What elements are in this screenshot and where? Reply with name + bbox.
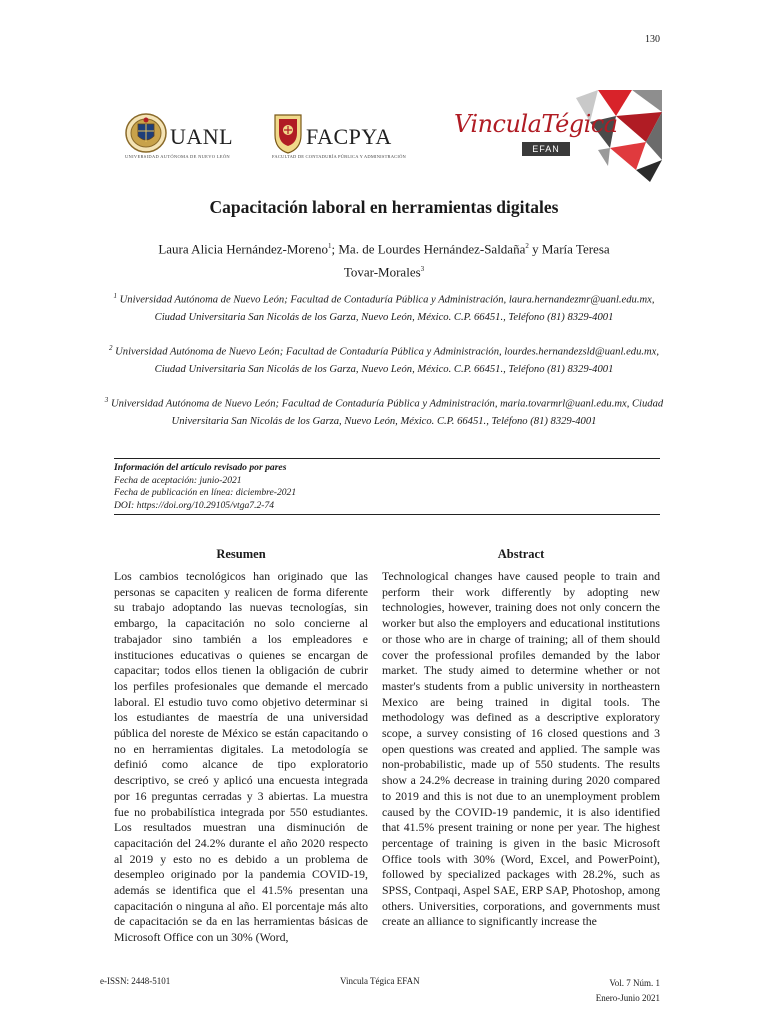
acceptance-date: Fecha de aceptación: junio-2021	[114, 474, 242, 486]
footer-issn: e-ISSN: 2448-5101	[100, 976, 171, 986]
footer-volume-block	[596, 976, 660, 1006]
article-info-heading: Información del artículo revisado por pares	[114, 462, 287, 473]
facpya-crest-icon	[272, 112, 304, 156]
affiliation-3	[100, 392, 668, 431]
abstract-text: Technological changes have caused people to train and perform their work differently by adopting new technologies, however, training does not only concern the worker but also the employers and educational institutions or those who are in charge of training; all of them should cover the professional profiles demanded by the labor market. The study aimed to determine whether or not master's students from a public university in northeastern Mexico are being trained in digital tools. The methodology was defined as a descriptive exploratory scope, a survey consisting of 16 closed questions and 3 open questions was created and applied. The sample was non-probabilistic, made up of 550 students. The results show a 24.2% decrease in training during 2020 compared to 2019 and this is not due to an unemployment problem caused by the COVID-19 pandemic, it is also identified that 41.5% present training or none per year. The highest percentage of training is given in the basic Microsoft Office tools with 30% (Word, Excel, and PowerPoint), followed by specialized packages with 28.2%, such as SPSS, Contpaqi, Aspel SAE, ERP SAP, Photoshop, among others. Universities, corporations, and governments must create an alliance to significantly increase the	[382, 569, 660, 929]
article-info-box	[114, 458, 660, 515]
abstract-heading: Abstract	[497, 547, 545, 561]
facpya-logo-subtitle: FACULTAD DE CONTADURÍA PÚBLICA Y ADMINISTRACIÓN	[272, 154, 406, 159]
uanl-logo	[120, 112, 232, 160]
author-separator: y	[528, 241, 542, 257]
author-1-mark: 1	[328, 242, 332, 250]
footer-volume: Vol. 7 Núm. 1	[609, 978, 660, 988]
footer-period: Enero-Junio 2021	[595, 993, 660, 1003]
vinculategica-logo-sub: EFAN	[522, 142, 570, 156]
affiliation-3-text: Universidad Autónoma de Nuevo León; Facultad de Contaduría Pública y Administración, maria.tovarmrl@uanl.edu.mx, Ciudad Universitaria San Nicolás de los Garza, Nuevo León, México. C.P. 66451., Teléfono (81) 8329-4001	[110, 398, 664, 428]
footer-journal: Vincula Tégica EFAN	[340, 976, 420, 986]
article-title: Capacitación laboral en herramientas digitales	[209, 197, 559, 217]
author-2-mark: 2	[525, 242, 529, 250]
vinculategica-logo-name: VinculaTégica	[454, 110, 618, 138]
page-number: 130	[645, 34, 660, 45]
author-3: María Teresa Tovar-Morales	[343, 241, 610, 280]
affiliation-2-mark: 2	[108, 344, 113, 352]
author-list	[140, 236, 628, 283]
affiliation-3-mark: 3	[104, 396, 109, 404]
resumen-text: Los cambios tecnológicos han originado que las personas se capaciten y realicen de forma diferente su trabajo adoptando las nuevas tecnologías, sin embargo, la capacitación no solo concierne al trabajador sino también a los empleadores e instituciones educativas o quienes se encargan de capacitar; todos ellos tienen la obligación de cubrir los perfiles profesionales que demande el mercado laboral. El estudio tuvo como objetivo determinar si los estudiantes de maestría de una universidad pública del noreste de México se están capacitando o no en herramientas digitales. La metodología se definió como alcance de tipo exploratorio descriptivo, se creó y aplicó una encuesta integrada por 16 preguntas cerradas y 3 abiertas. La muestra fue no probabilística integrada por 550 estudiantes. Los resultados muestran una disminución de capacitación del 24.2% durante el año 2020 respecto al 2019 y esto no es debido a un problema de desempleo originado por la pandemia COVID-19, además se identifica que el 41.5% presentan una capacitación o ninguna al año. El porcentaje más alto de capacitación se da en las herramientas básicas de Microsoft Office con un 30% (Word,	[114, 569, 368, 945]
resumen-heading: Resumen	[216, 547, 266, 561]
facpya-logo-name: FACPYA	[306, 124, 392, 149]
author-separator: ;	[331, 241, 339, 257]
doi-link[interactable]: DOI: https://doi.org/10.29105/vtga7.2-74	[114, 499, 275, 511]
affiliation-2-text: Universidad Autónoma de Nuevo León; Facultad de Contaduría Pública y Administración, lourdes.hernandezsld@uanl.edu.mx, Ciudad Universitaria San Nicolás de los Garza, Nuevo León, México. C.P. 66451., Teléfono (81) 8329-4001	[115, 346, 660, 376]
uanl-logo-subtitle: UNIVERSIDAD AUTÓNOMA DE NUEVO LEÓN	[125, 154, 230, 159]
affiliation-1-mark: 1	[113, 292, 117, 300]
publication-date: Fecha de publicación en línea: diciembre-2021	[114, 487, 297, 498]
affiliation-2	[100, 340, 668, 379]
vinculategica-logo	[450, 90, 662, 182]
author-3-mark: 3	[420, 265, 425, 274]
author-1: Laura Alicia Hernández-Moreno	[158, 241, 328, 257]
uanl-logo-name: UANL	[170, 124, 234, 149]
affiliation-1	[100, 288, 668, 327]
facpya-logo	[270, 112, 410, 162]
affiliation-1-text: Universidad Autónoma de Nuevo León; Facultad de Contaduría Pública y Administración, laura.hernandezmr@uanl.edu.mx, Ciudad Universitaria San Nicolás de los Garza, Nuevo León, México. C.P. 66451., Teléfono (81) 8329-4001	[119, 294, 655, 324]
uanl-shield-icon	[124, 112, 168, 154]
author-2: Ma. de Lourdes Hernández-Saldaña	[338, 241, 526, 257]
